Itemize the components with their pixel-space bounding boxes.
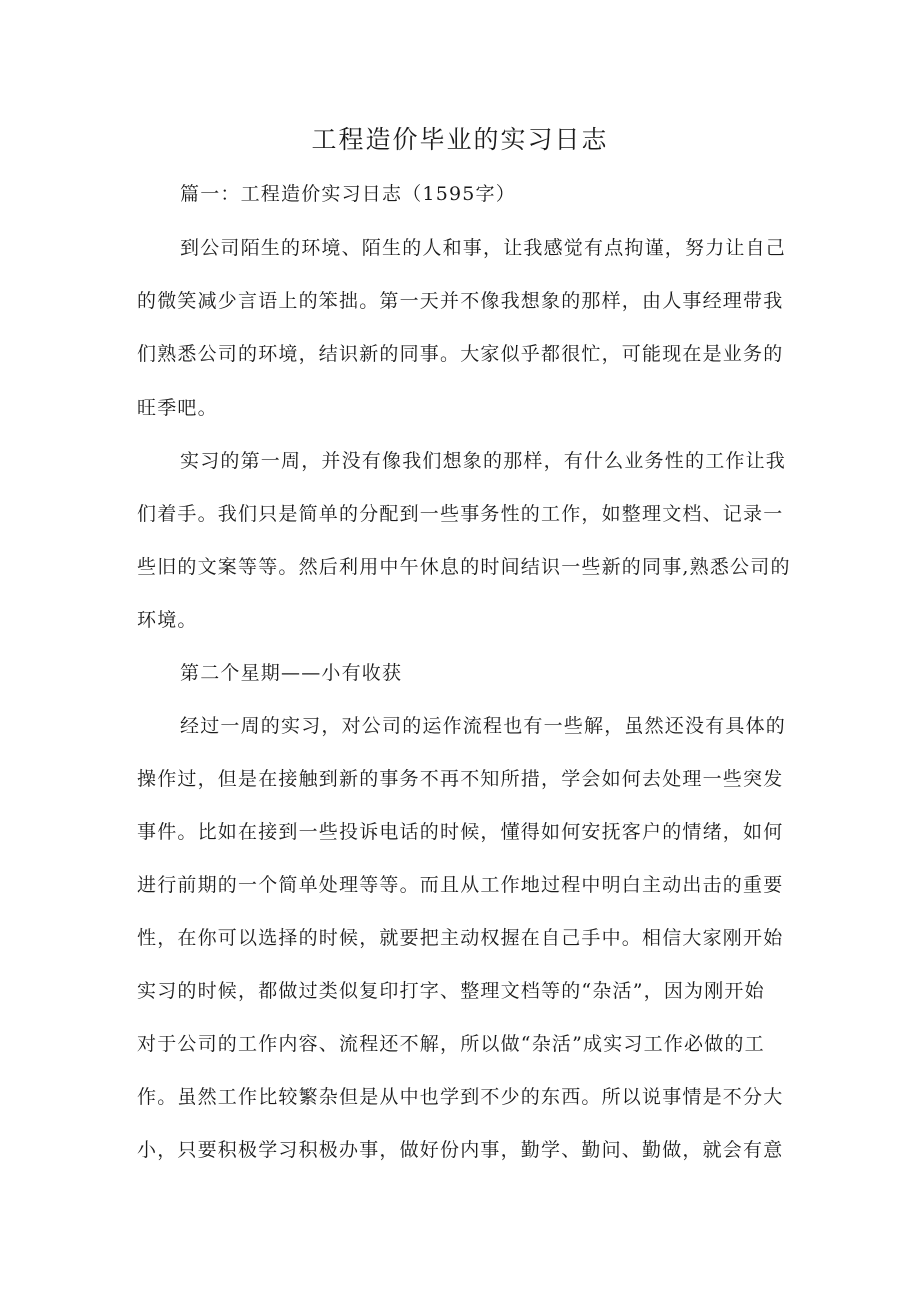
- paragraph-line: 些旧的文案等等。然后利用中午休息的时间结识一些新的同事,熟悉公司的: [137, 556, 791, 578]
- paragraph-line: 对于公司的工作内容、流程还不解，所以做“杂活”成实习工作必做的工: [137, 1033, 765, 1055]
- paragraph-line: 经过一周的实习，对公司的运作流程也有一些解，虽然还没有具体的: [180, 715, 787, 737]
- paragraph-line: 事件。比如在接到一些投诉电话的时候，懂得如何安抚客户的情绪，如何: [137, 821, 784, 843]
- paragraph-line: 操作过，但是在接触到新的事务不再不知所措，学会如何去处理一些突发: [137, 768, 784, 790]
- paragraph-line: 们熟悉公司的环境，结识新的同事。大家似乎都很忙，可能现在是业务的: [137, 343, 784, 365]
- section-heading: 篇一：工程造价实习日志（1595字）: [180, 183, 516, 205]
- paragraph-line: 的微笑减少言语上的笨拙。第一天并不像我想象的那样，由人事经理带我: [137, 290, 784, 312]
- paragraph-line: 作。虽然工作比较繁杂但是从中也学到不少的东西。所以说事情是不分大: [137, 1086, 784, 1108]
- paragraph-line: 们着手。我们只是简单的分配到一些事务性的工作，如整理文档、记录一: [137, 503, 784, 525]
- paragraph-line: 实习的时候，都做过类似复印打字、整理文档等的“杂活”，因为刚开始: [137, 980, 765, 1002]
- paragraph-line: 到公司陌生的环境、陌生的人和事，让我感觉有点拘谨，努力让自己: [180, 237, 787, 259]
- paragraph-line: 性，在你可以选择的时候，就要把主动权握在自己手中。相信大家刚开始: [137, 927, 784, 949]
- paragraph-line: 旺季吧。: [137, 397, 218, 419]
- paragraph-line: 小，只要积极学习积极办事，做好份内事，勤学、勤问、勤做，就会有意: [137, 1139, 784, 1161]
- paragraph-line: 实习的第一周，并没有像我们想象的那样，有什么业务性的工作让我: [180, 450, 787, 472]
- subsection-heading: 第二个星期——小有收获: [180, 662, 403, 684]
- paragraph-line: 环境。: [137, 609, 198, 631]
- document-title: 工程造价毕业的实习日志: [311, 125, 609, 154]
- paragraph-line: 进行前期的一个简单处理等等。而且从工作地过程中明白主动出击的重要: [137, 874, 784, 896]
